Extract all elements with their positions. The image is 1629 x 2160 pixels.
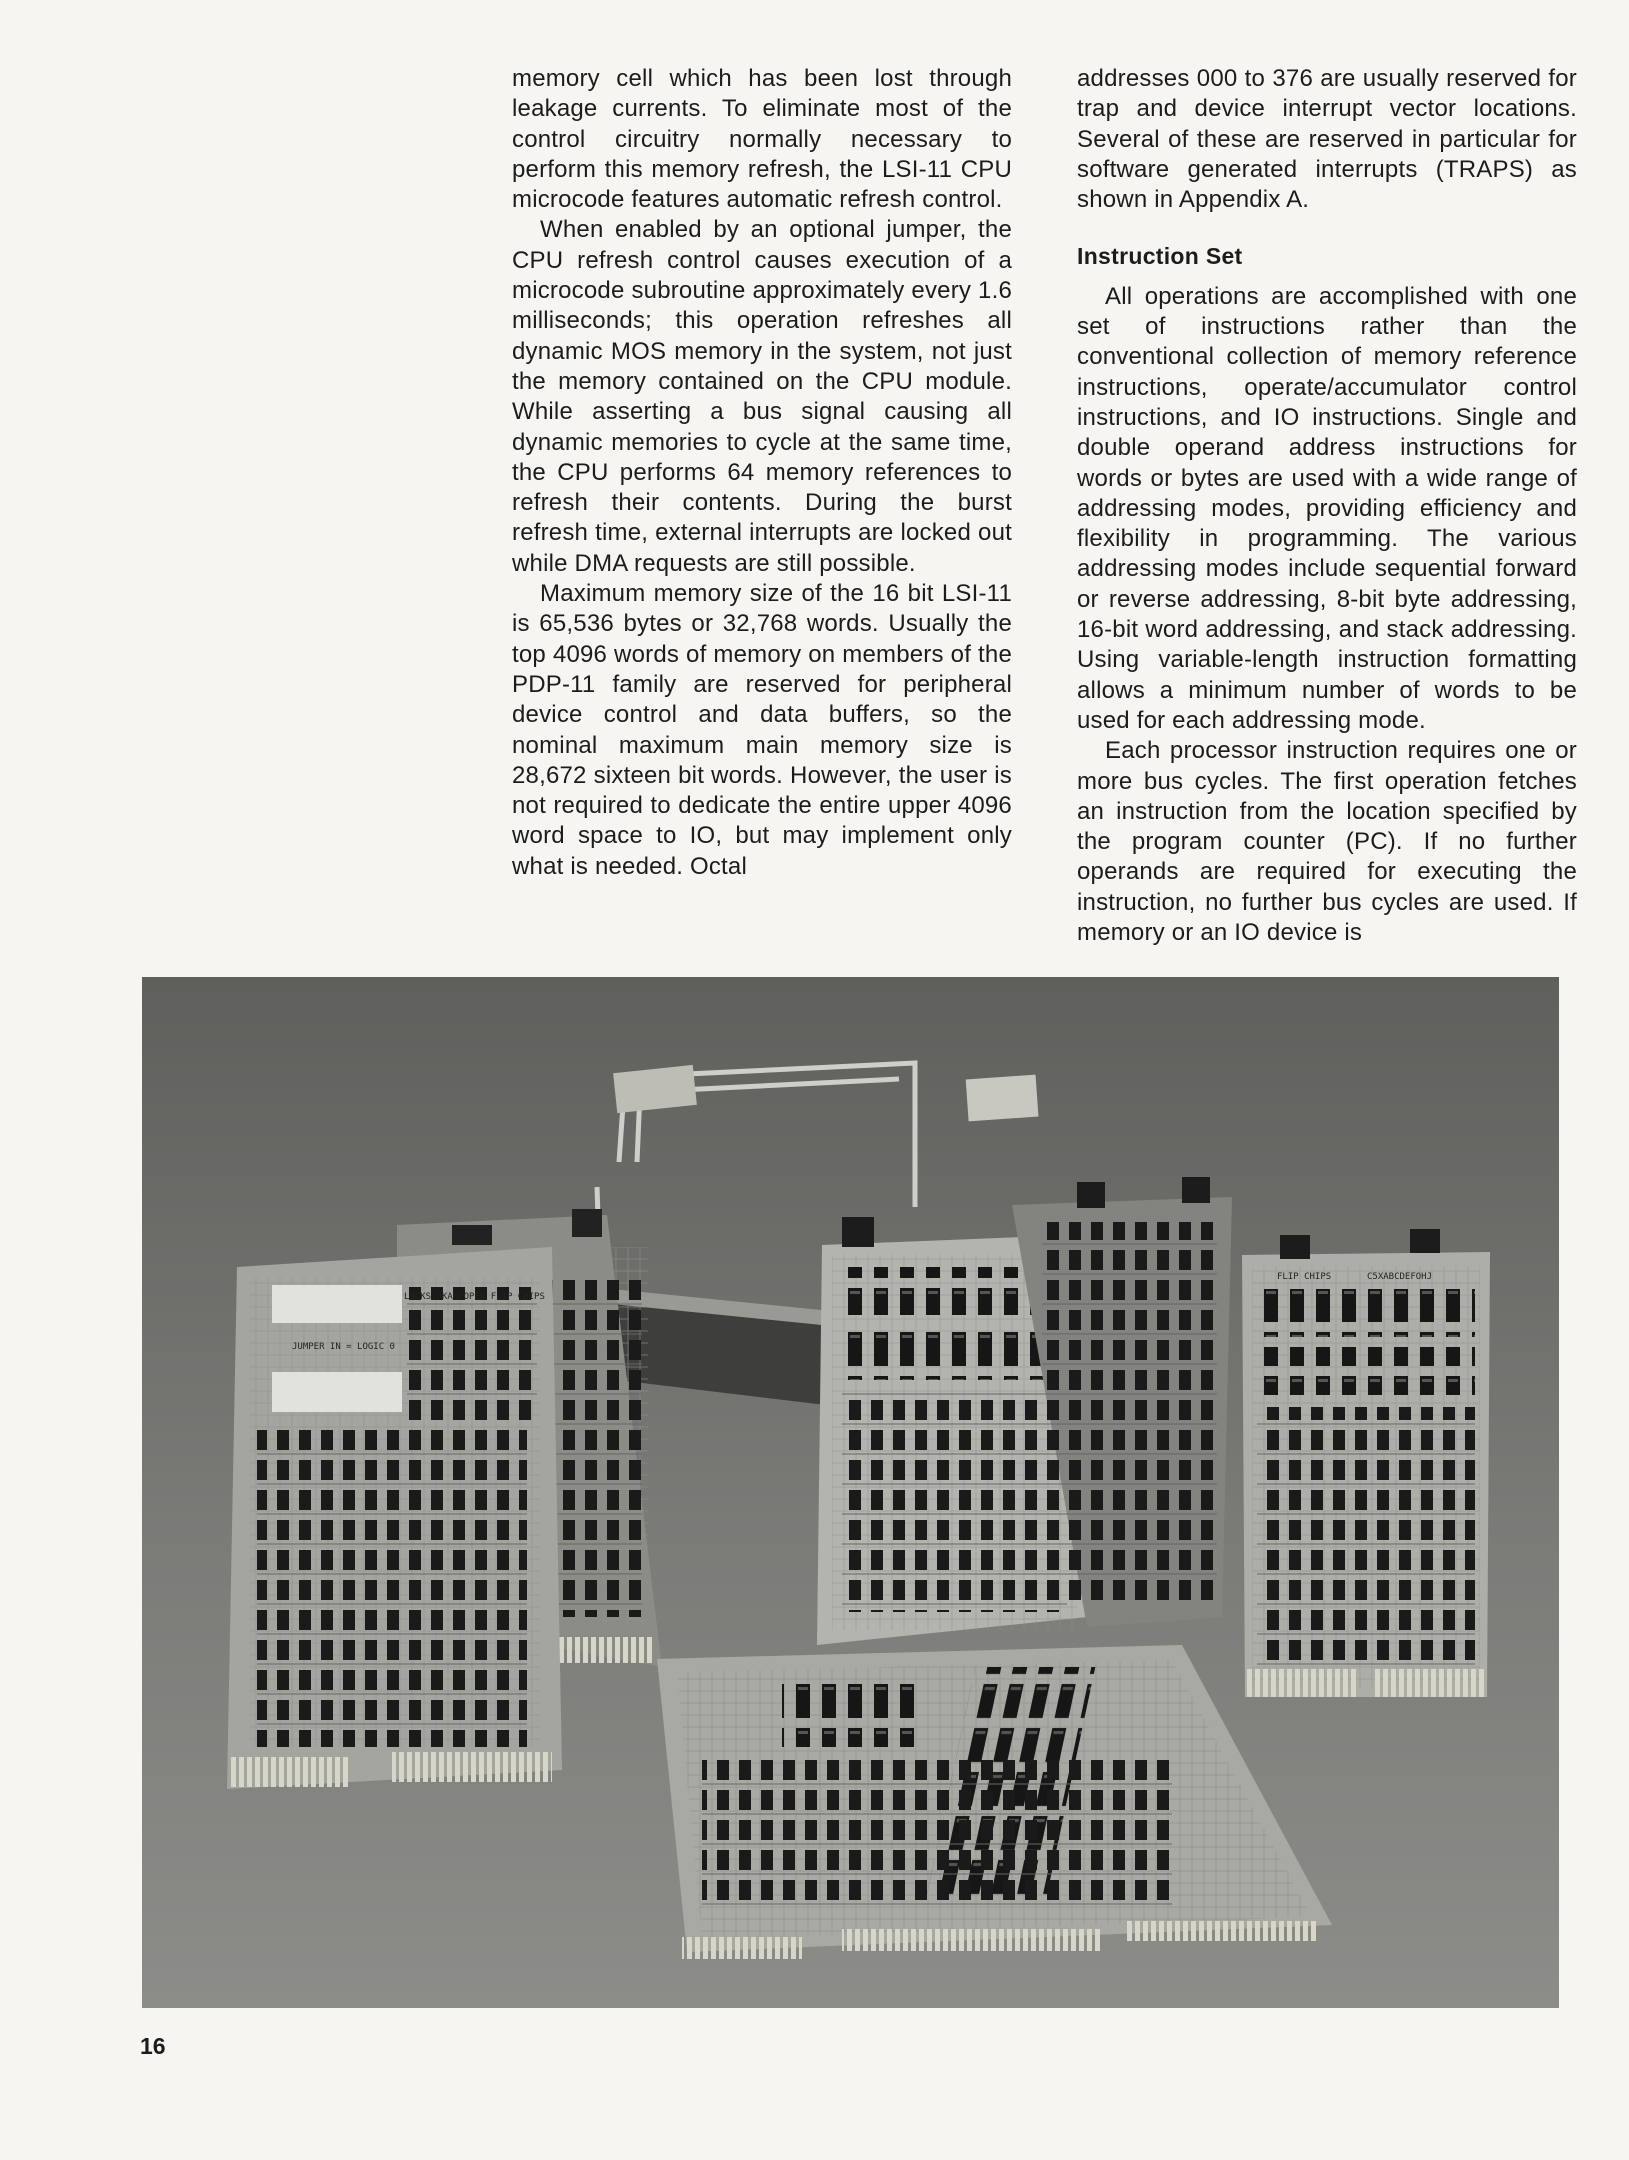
rear-right-board (1012, 1177, 1232, 1627)
right-paragraph-3: Each processor instruction requires one or more bus cycles. The first operation fetches an instruction from the location specified by the program counter (PC). If no further operands are required for executing the instruction, no further bus cycles are used. If memory or an IO device is (1077, 737, 1577, 947)
left-paragraph-2: When enabled by an optional jumper, the CPU refresh control causes execution of a microcode subroutine approximately every 1.6 milliseconds; this operation refreshes all dynamic MOS memory in the system, not just the memory contained on the CPU module. While asserting a bus signal causing all dynamic memories to cycle at the same time, the CPU performs 64 memory references to refresh their contents. During the burst refresh time, external interrupts are locked out while DMA requests are still possible. (512, 216, 1012, 577)
board-label-text: LOCKS: KANCOPER FLIP CHIPS (404, 1292, 545, 1302)
right-text-column (1077, 64, 1577, 948)
right-paragraph-2: All operations are accomplished with one set of instructions rather than the conventional collection of memory reference instructions, operate/accumulator control instructions, and IO instructions. Single and double operand address instructions for words or bytes are used with a wide range of addressing modes, providing efficiency and flexibility in programming. The various addressing modes include sequential forward or reverse addressing, 8-bit byte addressing, 16-bit word addressing, and stack addressing. Using variable-length instruction formatting allows a minimum number of words to be used for each addressing mode. (1077, 282, 1577, 734)
left-front-board (227, 1247, 562, 1789)
left-paragraph-1: memory cell which has been lost through leakage currents. To eliminate most of the control circuitry normally necessary to perform this memory refresh, the LSI-11 CPU microcode features automatic refresh control. (512, 65, 1012, 214)
section-heading-instruction-set: Instruction Set (1077, 243, 1243, 270)
right-board (1242, 1229, 1490, 1697)
board-label-text: JUMPER IN = LOGIC 0 (292, 1342, 395, 1352)
left-text-column (512, 64, 1012, 882)
page-number: 16 (140, 2033, 166, 2059)
circuit-boards-photo (142, 977, 1559, 2008)
board-label-text: C5XABCDEFOHJ (1367, 1272, 1433, 1282)
left-paragraph-3: Maximum memory size of the 16 bit LSI-11 is 65,536 bytes or 32,768 words. Usually the top 4096 words of memory on members of the PDP-11 family are reserved for peripheral device control and data buffers, so the nominal maximum main memory size is 28,672 sixteen bit words. However, the user is not required to dedicate the entire upper 4096 word space to IO, but may implement only what is needed. Octal (512, 580, 1012, 880)
board-label-text: FLIP CHIPS (1277, 1272, 1332, 1282)
right-paragraph-1: addresses 000 to 376 are usually reserved for trap and device interrupt vector locations. Several of these are reserved in particular for software generated interrupts (TRAPS) as shown in Appendix A. (1077, 65, 1577, 214)
circuit-boards-illustration (142, 977, 1559, 2008)
